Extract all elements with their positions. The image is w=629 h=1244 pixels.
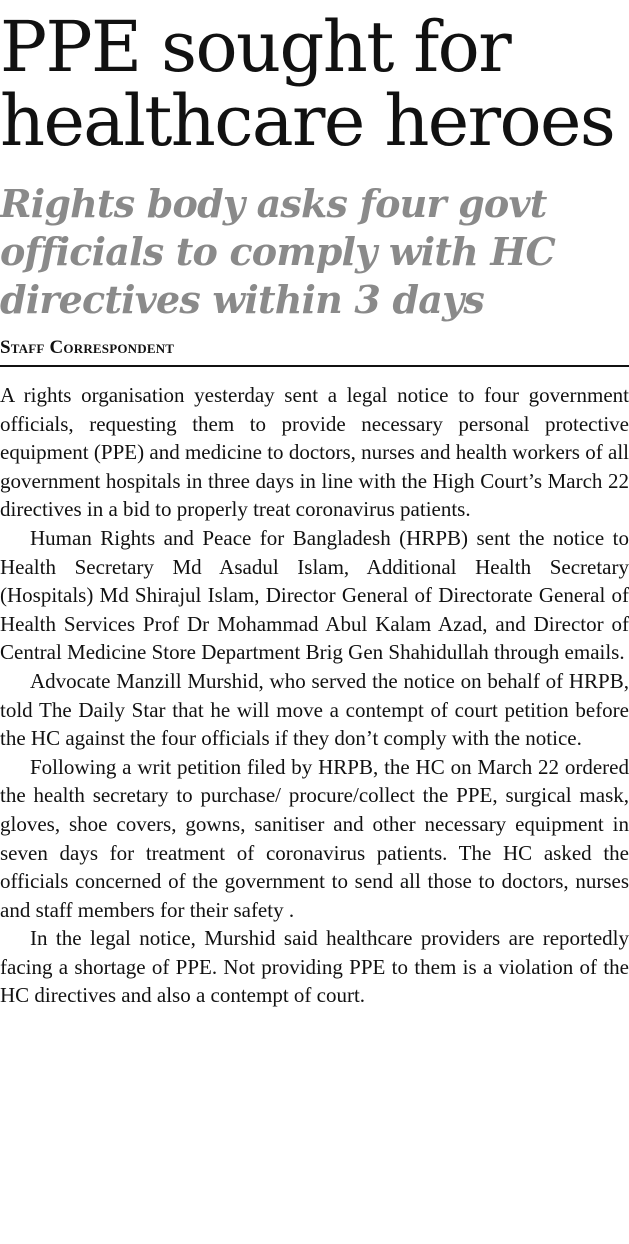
body-paragraph: Human Rights and Peace for Bangladesh (HRPB) sent the notice to Health Secretary Md Asadul Islam, Additional Health Secretary (Hospitals) Md Shirajul Islam, Director General of Directorate General of Health Services Prof Dr Mohammad Abul Kalam Azad, and Director of Central Medicine Store Department Brig Gen Shahidullah through emails. <box>0 525 629 665</box>
subheadline-line-2: officials to comply with HC <box>0 229 555 274</box>
body-paragraph: Advocate Manzill Murshid, who served the notice on behalf of HRPB, told The Daily Star that he will move a contempt of court petition before the HC against the four officials if they don’t comply with the notice. <box>0 668 629 751</box>
subheadline <box>0 180 629 324</box>
headline <box>0 0 629 162</box>
article-body <box>0 381 629 1010</box>
body-paragraph: A rights organisation yesterday sent a legal notice to four government officials, requesting them to provide necessary personal protective equipment (PPE) and medicine to doctors, nurses and health workers of all government hospitals in three days in line with the High Court’s March 22 directives in a bid to properly treat coronavirus patients. <box>0 383 629 522</box>
byline-divider <box>0 365 629 367</box>
subheadline-line-1: Rights body asks four govt <box>0 181 547 226</box>
byline: Staff Correspondent <box>0 337 175 358</box>
body-paragraph: Following a writ petition filed by HRPB, the HC on March 22 ordered the health secretary to purchase/ procure/collect the PPE, surgical mask, gloves, shoe covers, gowns, sanitiser and other necessary equipment in seven days for treatment of coronavirus patients. The HC asked the officials concerned of the government to send all those to doctors, nurses and staff members for their safety . <box>0 754 629 922</box>
headline-line-2: healthcare heroes <box>0 80 615 162</box>
body-paragraph: In the legal notice, Murshid said healthcare providers are reportedly facing a shortage of PPE. Not providing PPE to them is a violation of the HC directives and also a contempt of court. <box>0 926 629 1008</box>
subheadline-line-3: directives within 3 days <box>0 277 484 322</box>
headline-line-1: PPE sought for <box>0 6 511 88</box>
